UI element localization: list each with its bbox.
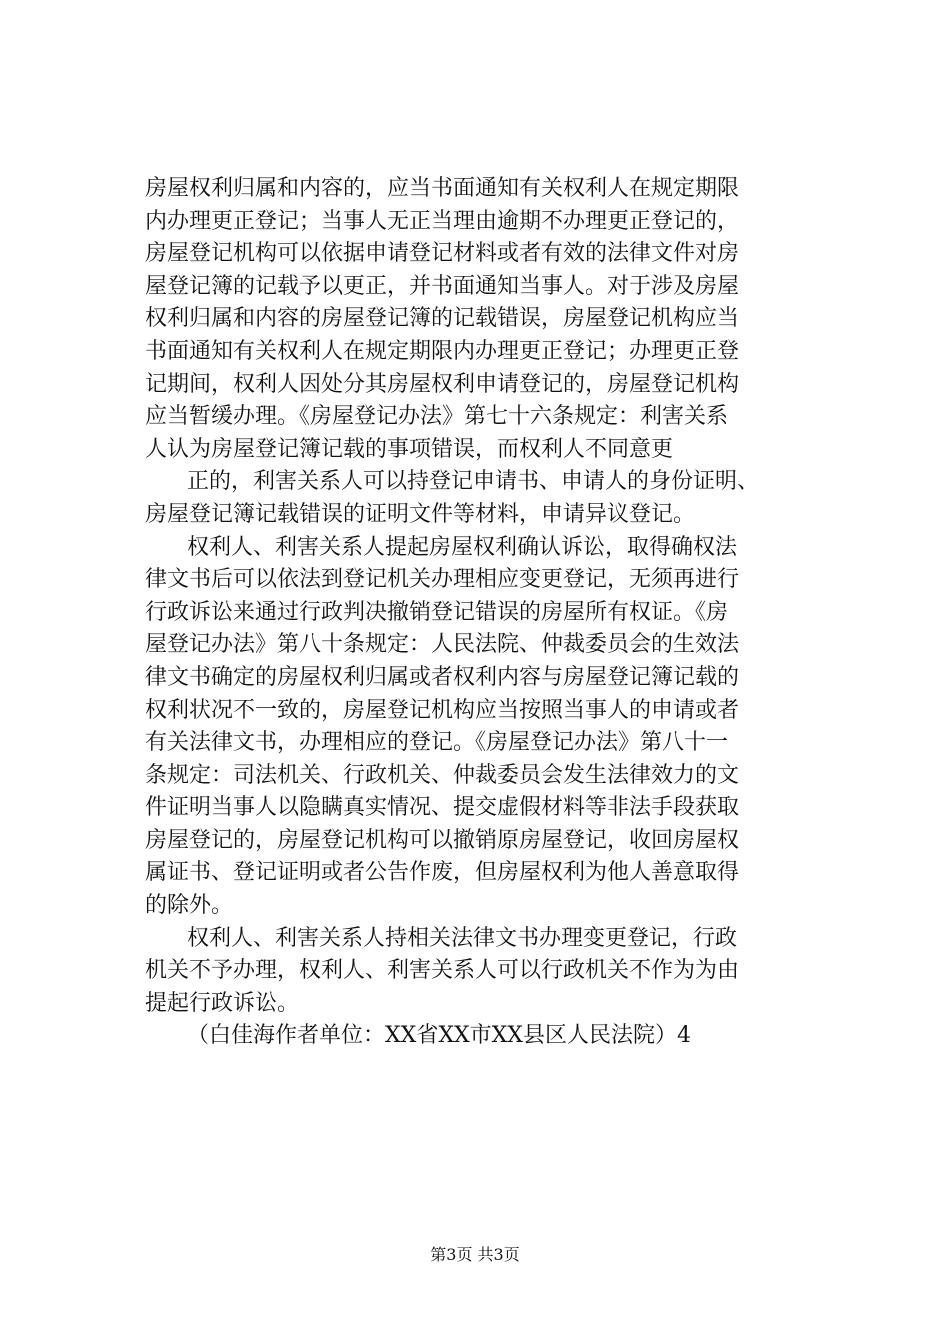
text-line: 权利状况不一致的，房屋登记机构应当按照当事人的申请或者 [145,697,740,723]
text-line: 件证明当事人以隐瞒真实情况、提交虚假材料等非法手段获取 [145,795,740,821]
text-line: 权利人、利害关系人提起房屋权利确认诉讼，取得确权法 [187,534,738,560]
text-line: 房屋登记簿记载错误的证明文件等材料，申请异议登记。 [145,501,696,527]
text-line: 屋登记办法》第八十条规定：人民法院、仲裁委员会的生效法 [145,632,740,658]
text-line: 律文书确定的房屋权利归属或者权利内容与房屋登记簿记载的 [145,664,740,690]
text-line: 应当暂缓办理。《房屋登记办法》第七十六条规定：利害关系 [145,404,729,430]
text-line: 人认为房屋登记簿记载的事项错误，而权利人不同意更 [145,436,674,462]
text-line: 条规定：司法机关、行政机关、仲裁委员会发生法律效力的文 [145,762,740,788]
text-line: 提起行政诉讼。 [145,990,300,1016]
text-line: 机关不予办理，权利人、利害关系人可以行政机关不作为为由 [145,958,740,984]
text-line: （白佳海作者单位：XX省XX市XX县区人民法院）4 [187,1023,691,1049]
text-line: 有关法律文书，办理相应的登记。《房屋登记办法》第八十一 [145,730,729,756]
text-line: 记期间，权利人因处分其房屋权利申请登记的，房屋登记机构 [145,371,740,397]
text-line: 律文书后可以依法到登记机关办理相应变更登记，无须再进行 [145,567,740,593]
page-footer: 第3页 共3页 [430,1245,520,1264]
text-line: 权利人、利害关系人持相关法律文书办理变更登记，行政 [187,925,738,951]
text-line: 的除外。 [145,893,234,919]
text-line: 行政诉讼来通过行政判决撤销登记错误的房屋所有权证。《房 [145,599,729,625]
text-line: 正的，利害关系人可以持登记申请书、申请人的身份证明、 [187,469,760,495]
text-line: 内办理更正登记；当事人无正当理由逾期不办理更正登记的， [145,208,740,234]
text-line: 房屋权利归属和内容的，应当书面通知有关权利人在规定期限 [145,176,740,201]
document-body [145,173,830,1053]
text-line: 房屋登记的，房屋登记机构可以撤销原房屋登记，收回房屋权 [145,827,740,853]
text-line: 属证书、登记证明或者公告作废，但房屋权利为他人善意取得 [145,860,740,886]
text-line: 房屋登记机构可以依据申请登记材料或者有效的法律文件对房 [145,241,740,267]
text-line: 权利归属和内容的房屋登记簿的记载错误，房屋登记机构应当 [145,306,740,332]
text-line: 屋登记簿的记载予以更正，并书面通知当事人。对于涉及房屋 [145,273,740,299]
text-line: 书面通知有关权利人在规定期限内办理更正登记；办理更正登 [145,338,740,364]
